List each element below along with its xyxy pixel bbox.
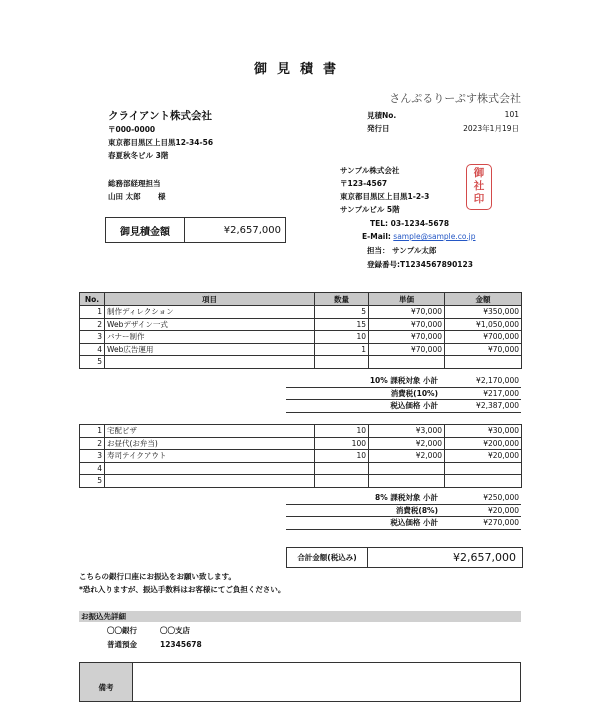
summary-value: ¥217,000 bbox=[440, 387, 521, 400]
stamp-char-1: 御 bbox=[473, 167, 485, 179]
row-amount: ¥1,050,000 bbox=[445, 318, 522, 331]
row-qty: 10 bbox=[315, 331, 369, 344]
estimate-total-box bbox=[105, 217, 286, 243]
issuer-tagline: さんぷるりーぷす株式会社 bbox=[389, 92, 521, 105]
table-row bbox=[80, 425, 522, 438]
summary-value: ¥2,170,000 bbox=[440, 375, 521, 387]
issuer-email-label: E-Mail: bbox=[362, 232, 391, 241]
summary-value: ¥2,387,000 bbox=[440, 400, 521, 413]
issuer-name: サンプル株式会社 bbox=[340, 166, 400, 175]
row-item: 寿司テイクアウト bbox=[105, 450, 315, 463]
col-header-item: 項目 bbox=[105, 293, 315, 306]
row-unit: ¥70,000 bbox=[369, 331, 445, 344]
row-no: 4 bbox=[80, 343, 105, 356]
grand-total-value: ¥2,657,000 bbox=[453, 551, 516, 564]
row-unit: ¥70,000 bbox=[369, 343, 445, 356]
row-unit bbox=[369, 475, 445, 488]
row-item: 宅配ピザ bbox=[105, 425, 315, 438]
row-amount: ¥70,000 bbox=[445, 343, 522, 356]
summary-label: 消費税(10%) bbox=[286, 387, 440, 400]
client-postal: 〒000-0000 bbox=[108, 125, 156, 134]
row-no: 2 bbox=[80, 318, 105, 331]
row-no: 5 bbox=[80, 475, 105, 488]
estimate-date-label: 発行日 bbox=[367, 124, 390, 133]
row-amount: ¥200,000 bbox=[445, 437, 522, 450]
issuer-address2: サンプルビル 5階 bbox=[340, 205, 400, 214]
estimate-date: 2023年1月19日 bbox=[463, 124, 519, 133]
row-qty: 10 bbox=[315, 450, 369, 463]
client-address1: 東京都目黒区上目黒12-34-56 bbox=[108, 138, 214, 147]
summary-value: ¥20,000 bbox=[440, 504, 521, 517]
issuer-contact: 担当： サンプル太郎 bbox=[367, 246, 437, 255]
estimate-total-label: 御見積金額 bbox=[106, 218, 185, 242]
table-row bbox=[80, 450, 522, 463]
row-amount bbox=[445, 462, 522, 475]
row-amount: ¥350,000 bbox=[445, 306, 522, 319]
remarks-content[interactable] bbox=[133, 663, 520, 701]
items-table-10 bbox=[79, 292, 522, 369]
summary-row bbox=[286, 375, 521, 387]
summary-label: 消費税(8%) bbox=[286, 504, 440, 517]
row-amount: ¥20,000 bbox=[445, 450, 522, 463]
items-table-8 bbox=[79, 424, 522, 488]
client-name: クライアント株式会社 bbox=[108, 110, 212, 122]
table-row bbox=[80, 343, 522, 356]
col-header-qty: 数量 bbox=[315, 293, 369, 306]
table-row bbox=[80, 306, 522, 319]
row-item: 制作ディレクション bbox=[105, 306, 315, 319]
row-qty bbox=[315, 475, 369, 488]
grand-total-label: 合計金額(税込み) bbox=[287, 548, 368, 567]
document-title: 御見積書 bbox=[253, 62, 346, 77]
summary-table-8 bbox=[286, 492, 521, 530]
remarks-box bbox=[79, 662, 521, 702]
table-row bbox=[80, 437, 522, 450]
summary-row bbox=[286, 504, 521, 517]
row-no: 5 bbox=[80, 356, 105, 369]
row-qty: 10 bbox=[315, 425, 369, 438]
row-qty: 1 bbox=[315, 343, 369, 356]
row-unit: ¥3,000 bbox=[369, 425, 445, 438]
summary-row bbox=[286, 517, 521, 530]
row-item: Web広告運用 bbox=[105, 343, 315, 356]
row-item bbox=[105, 356, 315, 369]
row-amount: ¥30,000 bbox=[445, 425, 522, 438]
client-department: 総務部経理担当 bbox=[108, 179, 161, 188]
row-unit: ¥2,000 bbox=[369, 450, 445, 463]
client-honorific: 様 bbox=[158, 192, 166, 201]
summary-label: 税込価格 小計 bbox=[286, 517, 440, 530]
row-no: 4 bbox=[80, 462, 105, 475]
row-unit: ¥70,000 bbox=[369, 318, 445, 331]
account-type: 普通預金 bbox=[107, 640, 137, 649]
row-item: バナー制作 bbox=[105, 331, 315, 344]
row-amount: ¥700,000 bbox=[445, 331, 522, 344]
row-no: 3 bbox=[80, 450, 105, 463]
row-no: 1 bbox=[80, 306, 105, 319]
issuer-registration: 登録番号:T1234567890123 bbox=[367, 260, 473, 269]
issuer-address1: 東京都目黒区上目黒1-2-3 bbox=[340, 192, 430, 201]
row-qty bbox=[315, 462, 369, 475]
bank-details-header: お振込先詳細 bbox=[79, 611, 521, 622]
row-item: Webデザイン一式 bbox=[105, 318, 315, 331]
stamp-char-3: 印 bbox=[473, 193, 485, 205]
summary-label: 税込価格 小計 bbox=[286, 400, 440, 413]
col-header-unit: 単価 bbox=[369, 293, 445, 306]
estimate-date-row bbox=[367, 123, 519, 134]
row-item bbox=[105, 462, 315, 475]
table-row bbox=[80, 356, 522, 369]
bank-branch: 〇〇支店 bbox=[160, 626, 190, 635]
issuer-email-row bbox=[362, 230, 476, 243]
summary-row bbox=[286, 492, 521, 504]
bank-name: 〇〇銀行 bbox=[107, 626, 137, 635]
row-qty: 15 bbox=[315, 318, 369, 331]
row-qty bbox=[315, 356, 369, 369]
row-amount bbox=[445, 475, 522, 488]
table-header-row bbox=[80, 293, 522, 306]
summary-label: 10% 課税対象 小計 bbox=[286, 375, 440, 387]
fee-note: *恐れ入りますが、振込手数料はお客様にてご負担ください。 bbox=[79, 585, 286, 594]
row-qty: 5 bbox=[315, 306, 369, 319]
company-seal-stamp bbox=[466, 164, 492, 210]
summary-table-10 bbox=[286, 375, 521, 413]
table-row bbox=[80, 462, 522, 475]
remarks-label: 備考 bbox=[80, 663, 133, 701]
col-header-amount: 金額 bbox=[445, 293, 522, 306]
payment-note: こちらの銀行口座にお振込をお願い致します。 bbox=[79, 572, 236, 581]
row-unit: ¥2,000 bbox=[369, 437, 445, 450]
row-qty: 100 bbox=[315, 437, 369, 450]
client-address2: 春夏秋冬ビル 3階 bbox=[108, 151, 169, 160]
row-unit bbox=[369, 356, 445, 369]
grand-total-box bbox=[286, 547, 523, 568]
summary-value: ¥250,000 bbox=[440, 492, 521, 504]
table-row bbox=[80, 318, 522, 331]
summary-label: 8% 課税対象 小計 bbox=[286, 492, 440, 504]
row-unit bbox=[369, 462, 445, 475]
row-item: お昼代(お弁当) bbox=[105, 437, 315, 450]
col-header-no: No. bbox=[80, 293, 105, 306]
issuer-tel: TEL: 03-1234-5678 bbox=[370, 219, 450, 228]
estimate-number-row bbox=[367, 110, 519, 121]
row-amount bbox=[445, 356, 522, 369]
row-no: 2 bbox=[80, 437, 105, 450]
estimate-number-label: 見積No. bbox=[367, 111, 397, 120]
table-row bbox=[80, 475, 522, 488]
row-no: 3 bbox=[80, 331, 105, 344]
summary-row bbox=[286, 400, 521, 413]
row-item bbox=[105, 475, 315, 488]
account-number: 12345678 bbox=[160, 640, 202, 649]
estimate-number: 101 bbox=[504, 110, 519, 119]
summary-row bbox=[286, 387, 521, 400]
issuer-postal: 〒123-4567 bbox=[340, 179, 388, 188]
row-no: 1 bbox=[80, 425, 105, 438]
stamp-char-2: 社 bbox=[473, 180, 485, 192]
issuer-email-link[interactable]: sample@sample.co.jp bbox=[393, 232, 476, 241]
client-person: 山田 太郎 bbox=[108, 192, 141, 201]
summary-value: ¥270,000 bbox=[440, 517, 521, 530]
estimate-total-value: ¥2,657,000 bbox=[223, 224, 281, 236]
table-row bbox=[80, 331, 522, 344]
row-unit: ¥70,000 bbox=[369, 306, 445, 319]
